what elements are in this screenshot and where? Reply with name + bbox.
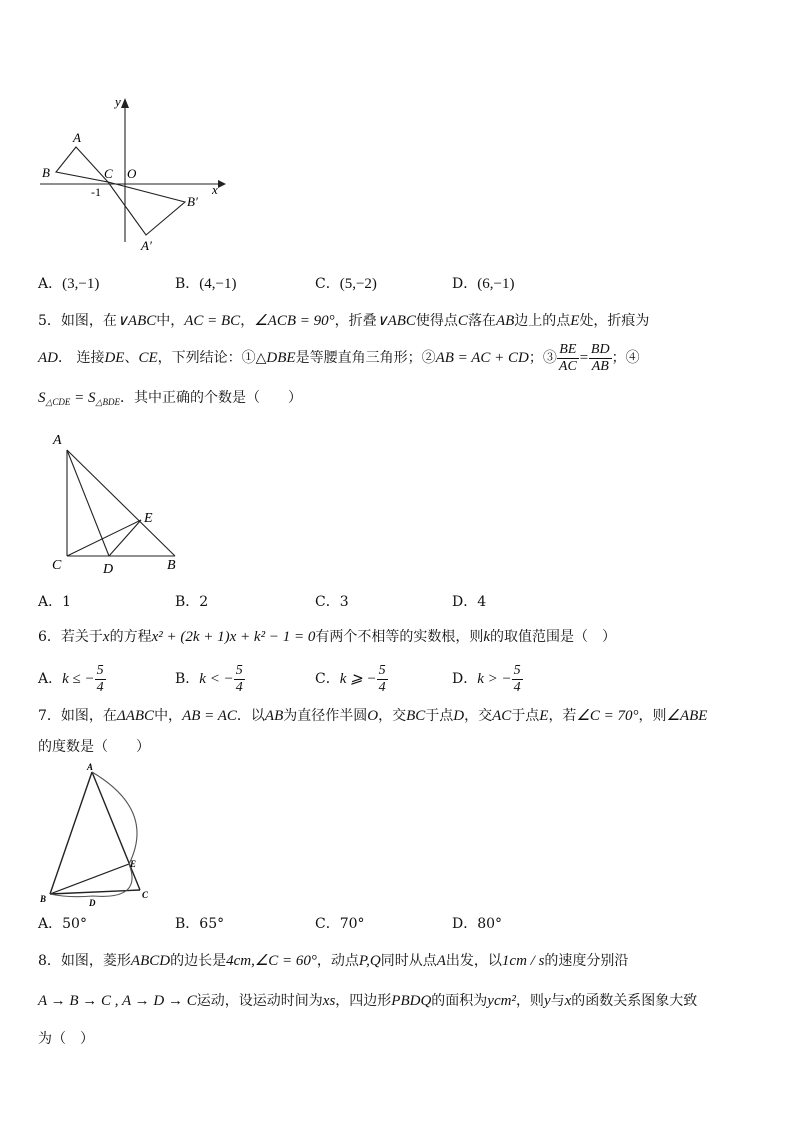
q8-text: ，四边形 (335, 993, 392, 1009)
q5-option-value: 2 (199, 594, 209, 610)
q8-math: 1cm / s (501, 953, 545, 969)
q7-option-a (38, 915, 87, 933)
q7-math: ∠C = 70° (576, 708, 639, 724)
q7-text: 于点 (511, 708, 540, 724)
q7-fig-label-b: B (40, 894, 47, 904)
q6-frac-den: 4 (513, 679, 521, 695)
q5-math: E (570, 313, 580, 329)
q7-text: 为直径作半圆 (283, 708, 368, 724)
q7-option-c (315, 915, 365, 933)
q7-option-letter: B． (175, 916, 200, 932)
q7-option-value: 70° (339, 916, 365, 932)
q5-text: ，下列结论：①△ (157, 350, 267, 366)
q5-text: ．其中正确的个数是（ ） (119, 390, 302, 406)
q8-text: 的面积为 (431, 993, 488, 1009)
q4-label-c: C (104, 166, 113, 181)
q5-math: ∨ABC (376, 313, 416, 329)
q8-math: x (564, 993, 572, 1009)
q5-text: 使得点 (415, 313, 458, 329)
q5-frac-den: AC (558, 358, 577, 374)
q5-text: ；④ (611, 350, 640, 366)
q5-equals: = (70, 390, 89, 406)
q5-math: CE (138, 350, 158, 366)
q7-math: D (453, 708, 465, 724)
q4-option-c-letter: C． (315, 276, 340, 292)
q5-option-value: 1 (62, 594, 72, 610)
q8-math: P,Q (358, 953, 381, 969)
q6-text: 有两个不相等的实数根，则 (315, 629, 484, 645)
q5-triangle-figure (40, 428, 200, 576)
q7-option-value: 50° (62, 916, 87, 932)
q6-frac-den: 4 (378, 679, 386, 695)
q8-line-1 (38, 952, 628, 970)
q8-text: ，动点 (316, 953, 359, 969)
q8-text: 为（ ） (38, 1031, 94, 1047)
q5-text: 中， (156, 313, 185, 329)
q7-option-value: 80° (477, 916, 503, 932)
q8-line-2 (38, 992, 697, 1010)
q7-text: ，若 (548, 708, 577, 724)
q6-line-1 (38, 628, 616, 646)
q5-option-value: 3 (339, 594, 349, 610)
q4-option-c-value: (5,−2) (339, 276, 377, 292)
q6-option-frac (512, 663, 523, 696)
q7-option-letter: C． (315, 916, 340, 932)
q7-math: AB (264, 708, 284, 724)
q7-option-d (452, 915, 502, 933)
q7-math: BC (406, 708, 426, 724)
q6-option-rel: k > − (477, 671, 512, 687)
q5-equals: = (578, 350, 589, 366)
q6-frac-den: 4 (235, 679, 243, 695)
q5-frac-num: BD (590, 341, 610, 357)
q7-text: ．以 (236, 708, 265, 724)
q8-text: ，则 (515, 993, 544, 1009)
q8-math: y (543, 993, 551, 1009)
q5-text: 5．如图，在 (38, 313, 117, 329)
q7-text: 的度数是（ ） (38, 739, 150, 755)
q6-frac-den: 4 (96, 679, 104, 695)
q4-triangle-abc (56, 147, 108, 182)
q8-math: xs (322, 993, 336, 1009)
q8-text: 同时从点 (380, 953, 437, 969)
q4-label-x: x (212, 182, 218, 197)
q6-option-c (315, 660, 388, 698)
q5-option-b (175, 593, 208, 611)
q4-option-a-letter: A． (38, 276, 63, 292)
q5-text: ；③ (528, 350, 557, 366)
q7-math: ∠ABE (666, 708, 708, 724)
q7-math: ΔABC (116, 708, 155, 724)
q6-option-rel: k < − (199, 671, 234, 687)
q5-math: AB = AC + CD (435, 350, 529, 366)
q8-math: ycm² (487, 993, 516, 1009)
q5-math: ∨ABC (116, 313, 157, 329)
q8-text: 运动，设运动时间为 (196, 993, 323, 1009)
q6-option-letter: D． (452, 671, 478, 687)
q5-fraction-be-ac (557, 342, 579, 375)
q7-text: ，交 (464, 708, 493, 724)
q6-option-b (175, 660, 245, 698)
q6-option-frac (95, 663, 106, 696)
q5-math: S (38, 390, 46, 406)
q7-fig-label-d: D (89, 898, 96, 908)
q4-label-b: B (42, 165, 50, 180)
q5-line-3 (38, 389, 302, 411)
q5-math: C (457, 313, 468, 329)
q7-text: 中， (154, 708, 183, 724)
q8-text: 的边长是 (170, 953, 227, 969)
q7-line-1 (38, 707, 707, 725)
q7-fig-label-c: C (142, 890, 149, 900)
q8-math: PBDQ (391, 993, 432, 1009)
q6-option-d (452, 660, 523, 698)
q7-option-b (175, 915, 224, 933)
q7-text: ，交 (378, 708, 407, 724)
q5-fig-label-e: E (144, 511, 153, 526)
q8-text: 的函数关系图象大致 (571, 993, 698, 1009)
q5-option-value: 4 (477, 594, 487, 610)
q6-option-letter: B． (175, 671, 200, 687)
q5-option-letter: B． (175, 594, 200, 610)
q4-option-a-value: (3,−1) (62, 276, 100, 292)
q5-option-d (452, 593, 486, 611)
q6-equation: x² + (2k + 1)x + k² − 1 = 0 (151, 629, 316, 645)
q5-text: 边上的点 (514, 313, 571, 329)
q5-math: AC = BC (184, 313, 241, 329)
q6-frac-num: 5 (378, 662, 386, 678)
q4-label-a: A (73, 130, 81, 145)
q8-text: 出发，以 (445, 953, 502, 969)
q5-frac-den: AB (591, 358, 609, 374)
q5-text: 是等腰直角三角形；② (295, 350, 436, 366)
q4-option-d-value: (6,−1) (477, 276, 515, 292)
q7-math: O (367, 708, 379, 724)
q5-fraction-bd-ab (589, 342, 612, 375)
q4-label-neg1: -1 (91, 185, 101, 199)
q5-text: 处，折痕为 (579, 313, 650, 329)
q7-fig-label-a: A (87, 762, 94, 772)
q8-math: 4cm,∠C = 60° (226, 953, 317, 969)
q6-option-frac (377, 663, 388, 696)
q6-math: x (102, 629, 110, 645)
q8-line-3 (38, 1030, 94, 1048)
q6-option-rel: k ≤ − (62, 671, 95, 687)
q7-text: ，则 (638, 708, 667, 724)
q5-option-c (315, 593, 349, 611)
q4-option-c (315, 275, 377, 293)
q7-option-value: 65° (199, 916, 225, 932)
q6-math: k (483, 629, 490, 645)
q6-frac-num: 5 (513, 662, 521, 678)
q5-math: DE (104, 350, 125, 366)
q6-option-letter: A． (38, 671, 63, 687)
q5-text: ． 连接 (58, 350, 105, 366)
q4-triangle-apbpc (108, 182, 185, 235)
q7-semicircle-figure (38, 760, 156, 908)
q4-coordinate-figure (30, 92, 230, 257)
q5-frac-num: BE (557, 342, 579, 359)
q5-math: AB (495, 313, 515, 329)
q8-text: 8．如图，菱形 (38, 953, 131, 969)
q7-fig-label-e: E (130, 859, 137, 869)
q8-text: 的速度分别沿 (544, 953, 629, 969)
q6-frac-num: 5 (96, 662, 104, 678)
q5-math: AD (38, 350, 58, 366)
q5-text: ，折叠 (334, 313, 377, 329)
q4-option-d (452, 275, 514, 293)
q8-math: A (436, 953, 446, 969)
q8-math: ABCD (130, 953, 171, 969)
q6-text: 的取值范围是（ ） (490, 629, 616, 645)
q7-option-letter: D． (452, 916, 478, 932)
q4-x-arrow (218, 180, 226, 188)
q4-option-b-letter: B． (175, 276, 200, 292)
q5-option-letter: C． (315, 594, 340, 610)
q6-option-rel: k ⩾ − (339, 671, 377, 687)
q5-math: DBE (266, 350, 296, 366)
q7-math: AC (492, 708, 512, 724)
q5-line-2 (38, 338, 640, 378)
q8-math: A → B → C , A → D → C (38, 993, 197, 1009)
q6-text: 的方程 (109, 629, 152, 645)
q4-label-o: O (127, 166, 137, 181)
q5-fig-label-c: C (52, 558, 62, 573)
q5-text: ， (240, 313, 255, 329)
q5-option-letter: A． (38, 594, 63, 610)
q7-math: AB = AC (182, 708, 237, 724)
q5-fig-label-b: B (167, 558, 176, 573)
q7-math: E (539, 708, 549, 724)
q7-line-2 (38, 738, 150, 756)
q6-option-a (38, 660, 106, 698)
q7-text: 于点 (425, 708, 454, 724)
q6-option-letter: C． (315, 671, 340, 687)
q6-option-frac (234, 663, 245, 696)
q4-option-b (175, 275, 237, 293)
q5-subscript: △BDE (95, 397, 120, 407)
q5-fig-label-d: D (103, 562, 114, 576)
q4-label-bprime: B′ (187, 194, 198, 209)
q4-option-b-value: (4,−1) (199, 276, 237, 292)
q6-text: 6．若关于 (38, 629, 103, 645)
q5-math: S (88, 390, 96, 406)
q5-option-letter: D． (452, 594, 478, 610)
q7-option-letter: A． (38, 916, 63, 932)
q4-label-aprime: A′ (141, 238, 152, 253)
q5-option-a (38, 593, 71, 611)
q5-line-1 (38, 312, 649, 330)
q5-text: 、 (124, 350, 139, 366)
q7-text: 7．如图，在 (38, 708, 117, 724)
q8-text: 与 (550, 993, 565, 1009)
q4-y-arrow (121, 98, 129, 108)
q6-frac-num: 5 (235, 662, 243, 678)
q5-subscript: △CDE (45, 397, 71, 407)
q4-option-a (38, 275, 99, 293)
q5-math: ∠ACB = 90° (254, 313, 335, 329)
q5-fig-label-a: A (53, 433, 62, 448)
q4-label-y: y (115, 94, 121, 109)
q5-text: 落在 (467, 313, 496, 329)
q4-option-d-letter: D． (452, 276, 478, 292)
